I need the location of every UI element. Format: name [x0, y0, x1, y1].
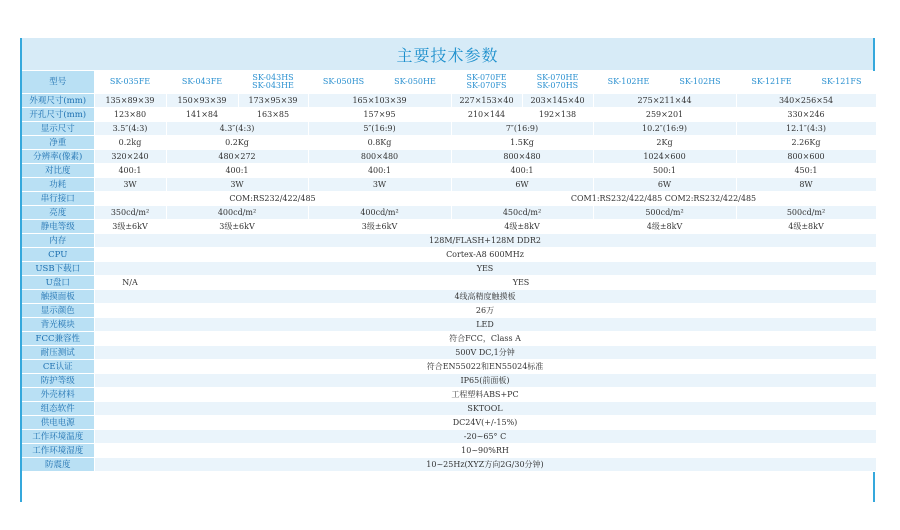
- cell-value: 500V DC,1分钟: [94, 346, 876, 360]
- row-u-disk: [22, 276, 876, 290]
- row-voltage-test: [22, 346, 876, 360]
- cell-value: N/A: [94, 276, 166, 290]
- cell-value: 4级±8kV: [593, 220, 736, 234]
- label-u-disk: U盘口: [22, 276, 94, 290]
- cell-value: 1.5Kg: [451, 136, 593, 150]
- cell-value: 3.5″(4:3): [94, 122, 166, 136]
- spec-sheet: [20, 38, 875, 502]
- cell-value: 4级±8kV: [451, 220, 593, 234]
- label-display-size: 显示尺寸: [22, 122, 94, 136]
- cell-value: 135×89×39: [94, 94, 166, 108]
- model-name: SK-070FE: [466, 73, 507, 82]
- cell-value: 5″(16:9): [308, 122, 451, 136]
- cell-value: COM:RS232/422/485: [94, 192, 451, 206]
- label-esd: 静电等级: [22, 220, 94, 234]
- row-power-supply: [22, 416, 876, 430]
- row-backlight: [22, 318, 876, 332]
- cell-value: 3级±6kV: [94, 220, 166, 234]
- cell-value: 350cd/m²: [94, 206, 166, 220]
- cell-value: 400:1: [451, 164, 593, 178]
- cell-value: 3级±6kV: [308, 220, 451, 234]
- cell-value: 192×138: [522, 108, 593, 122]
- cell-value: 6W: [593, 178, 736, 192]
- model-name: SK-035FE: [94, 71, 166, 94]
- cell-value: 4.3″(4:3): [166, 122, 308, 136]
- row-ce: [22, 360, 876, 374]
- cell-value: 210×144: [451, 108, 522, 122]
- label-op-humidity: 工作环境湿度: [22, 444, 94, 458]
- row-cpu: [22, 248, 876, 262]
- cell-value: 3级±6kV: [166, 220, 308, 234]
- cell-value: 150×93×39: [166, 94, 238, 108]
- label-resolution: 分辨率(像素): [22, 150, 94, 164]
- cell-value: YES: [94, 262, 876, 276]
- label-vibration: 防震度: [22, 458, 94, 472]
- cell-value: IP65(前面板): [94, 374, 876, 388]
- cell-value: 330×246: [736, 108, 876, 122]
- cell-value: 3W: [94, 178, 166, 192]
- cell-value: LED: [94, 318, 876, 332]
- label-fcc: FCC兼容性: [22, 332, 94, 346]
- model-name: SK-121FS: [807, 71, 876, 94]
- label-protection: 防护等级: [22, 374, 94, 388]
- cell-value: 0.2Kg: [166, 136, 308, 150]
- cell-value: 163×85: [238, 108, 308, 122]
- label-power: 功耗: [22, 178, 94, 192]
- row-model: [22, 71, 876, 94]
- title-bar: [22, 38, 873, 71]
- label-backlight: 背光模块: [22, 318, 94, 332]
- model-name: SK-070HS: [536, 81, 579, 90]
- cell-value: DC24V(+/-15%): [94, 416, 876, 430]
- cell-value: 2.26Kg: [736, 136, 876, 150]
- cell-value: 10~25Hz(XYZ方向2G/30分钟): [94, 458, 876, 472]
- cell-value: 符合EN55022和EN55024标准: [94, 360, 876, 374]
- cell-value: 500cd/m²: [593, 206, 736, 220]
- cell-value: 2Kg: [593, 136, 736, 150]
- cell-value: 259×201: [593, 108, 736, 122]
- cell-value: 173×95×39: [238, 94, 308, 108]
- label-serial: 串行接口: [22, 192, 94, 206]
- label-ce: CE认证: [22, 360, 94, 374]
- cell-value: 500cd/m²: [736, 206, 876, 220]
- label-cutout: 开孔尺寸(mm): [22, 108, 94, 122]
- cell-value: 1024×600: [593, 150, 736, 164]
- cell-value: 工程塑料ABS+PC: [94, 388, 876, 402]
- spec-table: [22, 71, 877, 472]
- row-usb-download: [22, 262, 876, 276]
- model-name-pair: [238, 71, 308, 94]
- row-resolution: [22, 150, 876, 164]
- model-name: SK-070FS: [466, 81, 507, 90]
- cell-value: YES: [166, 276, 876, 290]
- cell-value: 500:1: [593, 164, 736, 178]
- cell-value: 800×600: [736, 150, 876, 164]
- model-name: SK-050HS: [308, 71, 379, 94]
- label-software: 组态软件: [22, 402, 94, 416]
- cell-value: 165×103×39: [308, 94, 451, 108]
- cell-value: 26万: [94, 304, 876, 318]
- cell-value: 800×480: [308, 150, 451, 164]
- cell-value: -20~65° C: [94, 430, 876, 444]
- model-name: SK-043HE: [252, 81, 294, 90]
- label-brightness: 亮度: [22, 206, 94, 220]
- label-memory: 内存: [22, 234, 94, 248]
- cell-value: 157×95: [308, 108, 451, 122]
- label-model: 型号: [22, 71, 94, 94]
- cell-value: 480×272: [166, 150, 308, 164]
- label-dimensions: 外观尺寸(mm): [22, 94, 94, 108]
- cell-value: 450cd/m²: [451, 206, 593, 220]
- cell-value: 10.2″(16:9): [593, 122, 736, 136]
- row-brightness: [22, 206, 876, 220]
- cell-value: 275×211×44: [593, 94, 736, 108]
- cell-value: 6W: [451, 178, 593, 192]
- cell-value: 400:1: [166, 164, 308, 178]
- page-title: 主要技术参数: [396, 45, 499, 65]
- model-name: SK-043FE: [166, 71, 238, 94]
- row-software: [22, 402, 876, 416]
- cell-value: 400:1: [94, 164, 166, 178]
- row-vibration: [22, 458, 876, 472]
- label-net-weight: 净重: [22, 136, 94, 150]
- row-contrast: [22, 164, 876, 178]
- model-name-pair: [522, 71, 593, 94]
- label-contrast: 对比度: [22, 164, 94, 178]
- row-op-temp: [22, 430, 876, 444]
- model-name: SK-102HS: [664, 71, 736, 94]
- cell-value: 340×256×54: [736, 94, 876, 108]
- label-usb-download: USB下载口: [22, 262, 94, 276]
- row-display-color: [22, 304, 876, 318]
- cell-value: SKTOOL: [94, 402, 876, 416]
- label-housing: 外壳材料: [22, 388, 94, 402]
- cell-value: 123×80: [94, 108, 166, 122]
- cell-value: 227×153×40: [451, 94, 522, 108]
- row-op-humidity: [22, 444, 876, 458]
- cell-value: Cortex-A8 600MHz: [94, 248, 876, 262]
- row-display-size: [22, 122, 876, 136]
- row-memory: [22, 234, 876, 248]
- cell-value: 符合FCC，Class A: [94, 332, 876, 346]
- model-name: SK-070HE: [536, 73, 579, 82]
- cell-value: 4级±8kV: [736, 220, 876, 234]
- row-esd: [22, 220, 876, 234]
- cell-value: 800×480: [451, 150, 593, 164]
- label-power-supply: 供电电源: [22, 416, 94, 430]
- cell-value: 10~90%RH: [94, 444, 876, 458]
- row-serial: [22, 192, 876, 206]
- cell-value: 203×145×40: [522, 94, 593, 108]
- label-display-color: 显示颜色: [22, 304, 94, 318]
- cell-value: 450:1: [736, 164, 876, 178]
- cell-value: 8W: [736, 178, 876, 192]
- cell-value: 400:1: [308, 164, 451, 178]
- cell-value: COM1:RS232/422/485 COM2:RS232/422/485: [451, 192, 876, 206]
- label-cpu: CPU: [22, 248, 94, 262]
- cell-value: 141×84: [166, 108, 238, 122]
- cell-value: 400cd/m²: [166, 206, 308, 220]
- model-name-pair: [451, 71, 522, 94]
- cell-value: 128M/FLASH+128M DDR2: [94, 234, 876, 248]
- cell-value: 3W: [166, 178, 308, 192]
- label-voltage-test: 耐压测试: [22, 346, 94, 360]
- cell-value: 7″(16:9): [451, 122, 593, 136]
- cell-value: 12.1″(4:3): [736, 122, 876, 136]
- cell-value: 0.8Kg: [308, 136, 451, 150]
- model-name: SK-050HE: [379, 71, 451, 94]
- cell-value: 320×240: [94, 150, 166, 164]
- row-touch-panel: [22, 290, 876, 304]
- row-dimensions: [22, 94, 876, 108]
- label-op-temp: 工作环境温度: [22, 430, 94, 444]
- row-fcc: [22, 332, 876, 346]
- row-power: [22, 178, 876, 192]
- row-net-weight: [22, 136, 876, 150]
- model-name: SK-043HS: [252, 73, 294, 82]
- row-protection: [22, 374, 876, 388]
- cell-value: 400cd/m²: [308, 206, 451, 220]
- cell-value: 3W: [308, 178, 451, 192]
- label-touch-panel: 触摸面板: [22, 290, 94, 304]
- model-name: SK-102HE: [593, 71, 664, 94]
- model-name: SK-121FE: [736, 71, 807, 94]
- cell-value: 4线高精度触摸板: [94, 290, 876, 304]
- row-housing: [22, 388, 876, 402]
- row-cutout: [22, 108, 876, 122]
- cell-value: 0.2kg: [94, 136, 166, 150]
